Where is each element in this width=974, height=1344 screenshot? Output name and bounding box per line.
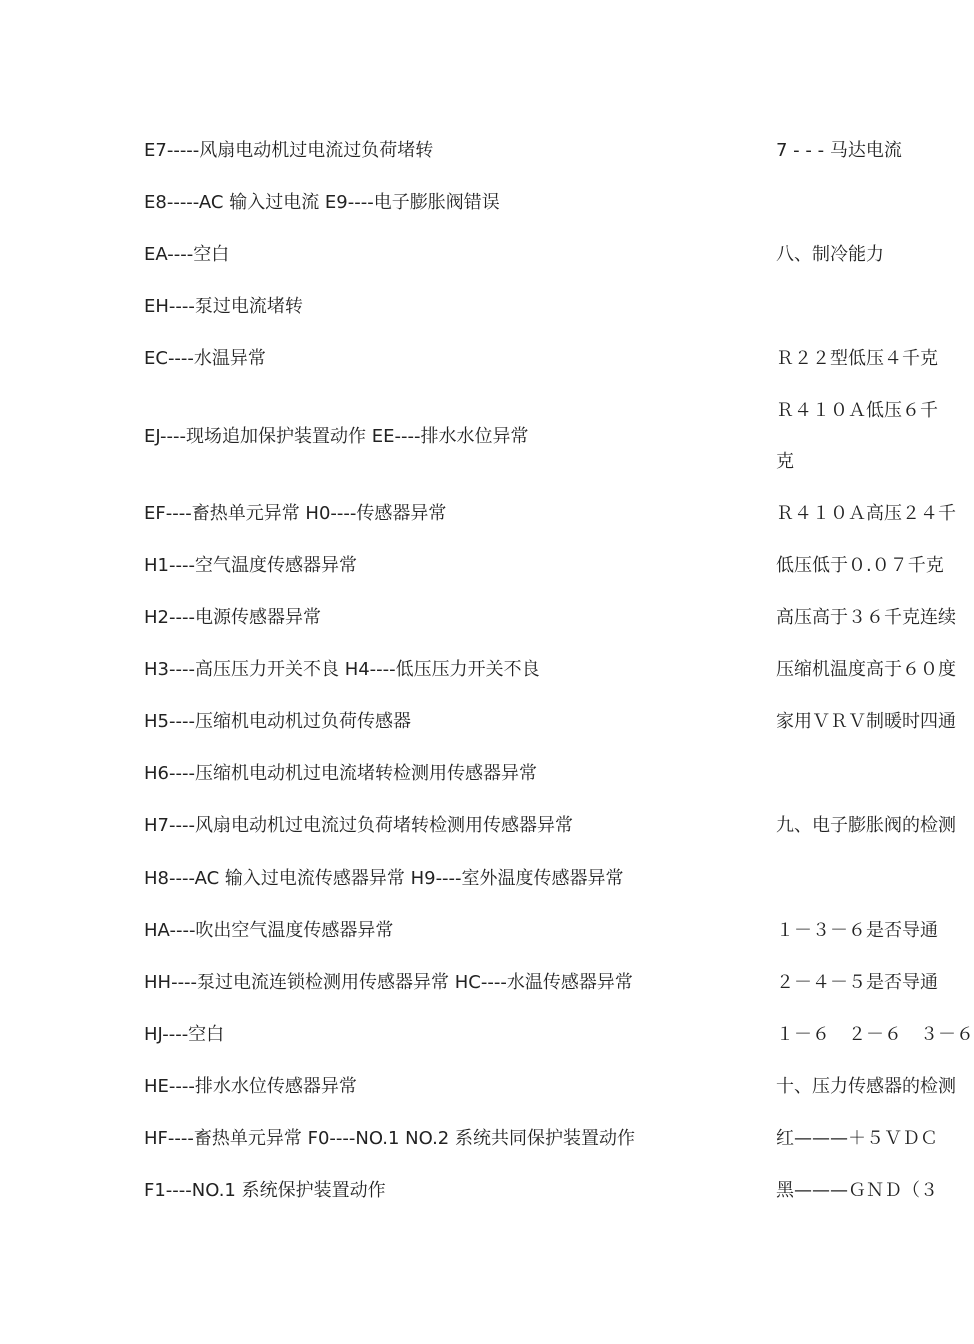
- error-code-line: EJ----现场追加保护装置动作 EE----排水水位异常: [144, 426, 529, 447]
- section-heading: 八、制冷能力: [776, 244, 884, 265]
- note-line: 高压高于３６千克连续: [776, 607, 956, 628]
- error-code-line: E8-----AC 输入过电流 E9----电子膨胀阀错误: [144, 192, 500, 213]
- note-line: 7 - - - 马达电流: [776, 140, 902, 161]
- error-code-line: H5----压缩机电动机过负荷传感器: [144, 711, 411, 732]
- error-code-line: HJ----空白: [144, 1024, 225, 1045]
- note-line: 低压低于０.０７千克: [776, 555, 944, 576]
- error-code-line: H6----压缩机电动机过电流堵转检测用传感器异常: [144, 763, 537, 784]
- error-code-line: H3----高压压力开关不良 H4----低压压力开关不良: [144, 659, 540, 680]
- error-code-line: H8----AC 输入过电流传感器异常 H9----室外温度传感器异常: [144, 868, 624, 889]
- error-code-line: EA----空白: [144, 244, 230, 265]
- note-line: １－３－６是否导通: [776, 920, 938, 941]
- error-code-line: HH----泵过电流连锁检测用传感器异常 HC----水温传感器异常: [144, 972, 633, 993]
- error-code-line: HA----吹出空气温度传感器异常: [144, 920, 394, 941]
- section-heading: 十、压力传感器的检测: [776, 1076, 956, 1097]
- error-code-line: H7----风扇电动机过电流过负荷堵转检测用传感器异常: [144, 815, 573, 836]
- error-code-column: [144, 0, 744, 1344]
- error-code-line: F1----NO.1 系统保护装置动作: [144, 1180, 386, 1201]
- note-line: 压缩机温度高于６０度: [776, 659, 956, 680]
- note-line: Ｒ２２型低压４千克: [776, 348, 938, 369]
- note-line: １－６ ２－６ ３－６: [776, 1024, 974, 1045]
- error-code-line: H2----电源传感器异常: [144, 607, 321, 628]
- error-code-line: HE----排水水位传感器异常: [144, 1076, 357, 1097]
- error-code-line: EC----水温异常: [144, 348, 266, 369]
- error-code-line: EH----泵过电流堵转: [144, 296, 303, 317]
- note-line: Ｒ４１０Ａ高压２４千: [776, 503, 956, 524]
- note-line: 家用ＶＲＶ制暖时四通: [776, 711, 956, 732]
- error-code-line: EF----畜热单元异常 H0----传感器异常: [144, 503, 447, 524]
- error-code-line: H1----空气温度传感器异常: [144, 555, 357, 576]
- note-line: 克: [776, 451, 794, 472]
- inspection-notes-column: [776, 0, 974, 1344]
- note-line: 黑———ＧＮＤ（３: [776, 1180, 938, 1201]
- note-line: Ｒ４１０Ａ低压６千: [776, 400, 938, 421]
- section-heading: 九、电子膨胀阀的检测: [776, 815, 956, 836]
- error-code-line: E7-----风扇电动机过电流过负荷堵转: [144, 140, 434, 161]
- note-line: 红———＋５ＶＤＣ: [776, 1128, 938, 1149]
- error-code-line: HF----畜热单元异常 F0----NO.1 NO.2 系统共同保护装置动作: [144, 1128, 635, 1149]
- note-line: ２－４－５是否导通: [776, 972, 938, 993]
